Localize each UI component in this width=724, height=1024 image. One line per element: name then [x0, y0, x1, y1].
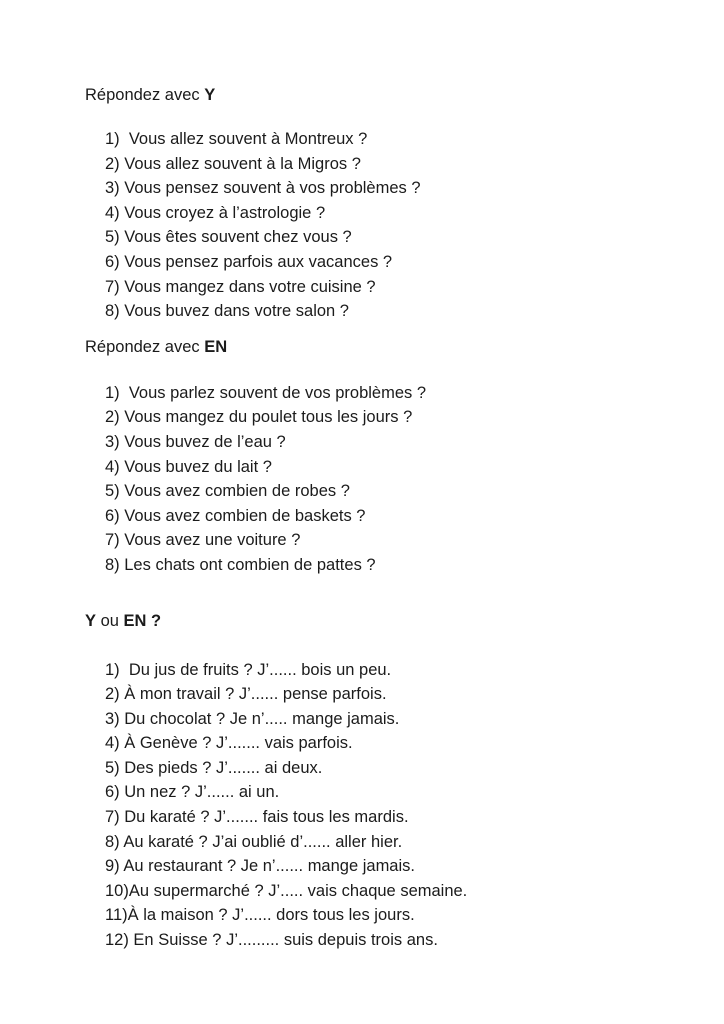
list-item: 11)À la maison ? J’...... dors tous les jours.: [105, 906, 415, 925]
list-item: 8) Les chats ont combien de pattes ?: [105, 555, 376, 574]
section-heading: [85, 84, 694, 106]
list-item: 6) Un nez ? J’...... ai un.: [105, 783, 280, 802]
list-item: 3) Vous buvez de l’eau ?: [105, 432, 286, 451]
list-item: 7) Du karaté ? J’....... fais tous les mardis.: [105, 808, 409, 827]
heading-keyword-en: EN ?: [123, 611, 162, 630]
question-list-y: [105, 127, 694, 324]
list-item: 4) Vous croyez à l’astrologie ?: [105, 203, 326, 222]
section-repondez-avec-y: [85, 84, 694, 324]
list-item: 6) Vous avez combien de baskets ?: [105, 506, 366, 525]
section-heading: [85, 336, 694, 358]
list-item: 1) Du jus de fruits ? J’...... bois un peu.: [105, 660, 392, 679]
heading-keyword-y: Y: [204, 86, 216, 104]
list-item: 7) Vous avez une voiture ?: [105, 531, 301, 550]
list-item: 4) Vous buvez du lait ?: [105, 457, 272, 476]
heading-prefix: Répondez avec: [85, 337, 205, 356]
list-item: 12) En Suisse ? J’......... suis depuis trois ans.: [105, 931, 438, 950]
section-repondez-avec-en: [85, 336, 694, 578]
section-y-ou-en: [85, 610, 694, 953]
list-item: 2) À mon travail ? J’...... pense parfois.: [105, 685, 387, 704]
question-list-en: [105, 381, 694, 578]
list-item: 4) À Genève ? J’....... vais parfois.: [105, 734, 353, 753]
list-item: 3) Vous pensez souvent à vos problèmes ?: [105, 179, 421, 198]
list-item: 10)Au supermarché ? J’..... vais chaque semaine.: [105, 881, 468, 900]
list-item: 7) Vous mangez dans votre cuisine ?: [105, 277, 376, 296]
section-heading: [85, 610, 694, 632]
list-item: 5) Des pieds ? J’....... ai deux.: [105, 758, 323, 777]
heading-keyword-en: EN: [204, 337, 228, 356]
list-item: 8) Vous buvez dans votre salon ?: [105, 302, 349, 321]
list-item: 5) Vous êtes souvent chez vous ?: [105, 228, 352, 247]
heading-mid: ou: [96, 611, 124, 630]
list-item: 2) Vous mangez du poulet tous les jours ?: [105, 408, 413, 427]
list-item: 6) Vous pensez parfois aux vacances ?: [105, 252, 393, 271]
list-item: 8) Au karaté ? J’ai oublié d’...... aller hier.: [105, 832, 403, 851]
heading-prefix: Répondez avec: [85, 86, 205, 104]
fill-in-list-y-ou-en: [105, 658, 694, 953]
list-item: 5) Vous avez combien de robes ?: [105, 482, 350, 501]
list-item: 1) Vous parlez souvent de vos problèmes ?: [105, 383, 427, 402]
heading-keyword-y: Y: [85, 611, 97, 630]
list-item: 3) Du chocolat ? Je n’..... mange jamais.: [105, 709, 400, 728]
list-item: 2) Vous allez souvent à la Migros ?: [105, 154, 361, 173]
list-item: 1) Vous allez souvent à Montreux ?: [105, 130, 368, 148]
list-item: 9) Au restaurant ? Je n’...... mange jamais.: [105, 857, 415, 876]
